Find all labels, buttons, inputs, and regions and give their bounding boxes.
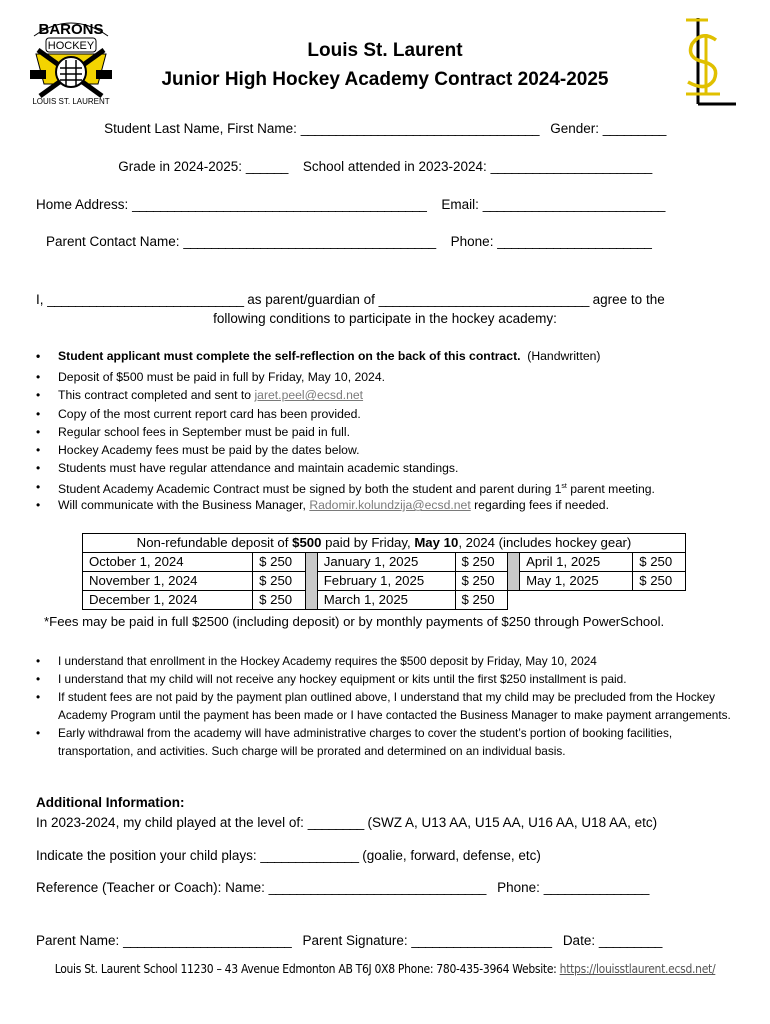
fee-date: April 1, 2025: [520, 553, 633, 572]
parent-contact-field[interactable]: ____________________________________: [183, 234, 436, 249]
logo-barons-text: BARONS: [38, 21, 104, 38]
list-item: [36, 496, 736, 514]
parent-name-label: Parent Name:: [36, 933, 120, 948]
fee-date: May 1, 2025: [520, 572, 633, 591]
additional-info-heading: Additional Information:: [36, 795, 185, 810]
child-name-field[interactable]: ______________________________: [378, 292, 589, 307]
fee-amount: $ 250: [455, 572, 508, 591]
position-label: Indicate the position your child plays:: [36, 848, 257, 863]
list-item: • Deposit of $500 must be paid in full by Friday, May 10, 2024.: [36, 368, 736, 386]
reference-label: Reference (Teacher or Coach): Name:: [36, 880, 265, 895]
fee-amount: $ 250: [455, 591, 508, 610]
agreement-suffix: agree to the: [592, 292, 665, 307]
header-amount: $500: [292, 535, 322, 550]
agreement-prefix: I,: [36, 292, 44, 307]
position-options: (goalie, forward, defense, etc): [362, 848, 541, 863]
list-item: [36, 346, 736, 368]
school-label: School attended in 2023-2024:: [302, 159, 487, 174]
level-label: In 2023-2024, my child played at the level of:: [36, 815, 304, 830]
agreement-middle: as parent/guardian of: [247, 292, 375, 307]
list-item: • If student fees are not paid by the payment plan outlined above, I understand that my child may be precluded from the Hockey Academy Program until the payment has been made or I have contacted the Business Manager to make payment arrangements.: [36, 688, 736, 724]
list-item: • Copy of the most current report card has been provided.: [36, 405, 736, 423]
student-name-label: Student Last Name, First Name:: [104, 121, 297, 136]
fee-amount: $ 250: [633, 572, 686, 591]
list-item: • Hockey Academy fees must be paid by the dates below.: [36, 441, 736, 459]
grade-label: Grade in 2024-2025:: [118, 159, 243, 174]
conditions-list: [36, 346, 736, 514]
list-item: [36, 478, 736, 496]
parent-contact-label: Parent Contact Name:: [46, 234, 180, 249]
agreement-line: [36, 292, 665, 307]
title-line-2: Junior High Hockey Academy Contract 2024-2025: [161, 69, 609, 90]
condition-text: This contract completed and sent to: [58, 388, 252, 403]
header-text: , 2024 (includes hockey gear): [458, 535, 632, 550]
header-date: May 10: [414, 535, 459, 550]
email-label: Email:: [441, 197, 479, 212]
date-label: Date:: [562, 933, 596, 948]
list-item: • Early withdrawal from the academy will have administrative charges to cover the student’s portion of booking facilities, transportation, and activities. Such charge will be prorated and determined on an individual basis.: [36, 724, 736, 760]
fee-amount: $ 250: [253, 553, 306, 572]
fee-date: November 1, 2024: [83, 572, 253, 591]
student-name-field[interactable]: __________________________________: [300, 121, 539, 136]
grade-row: [0, 159, 770, 174]
reference-name-field[interactable]: _______________________________: [268, 880, 486, 895]
date-field[interactable]: _________: [598, 933, 662, 948]
signature-row: [36, 933, 662, 948]
position-row: [36, 848, 541, 863]
fee-amount: $ 250: [253, 591, 306, 610]
list-item: • Students must have regular attendance and maintain academic standings.: [36, 459, 736, 477]
header-text: Non-refundable deposit of: [136, 535, 289, 550]
phone-label: Phone:: [450, 234, 494, 249]
fee-date: January 1, 2025: [317, 553, 455, 572]
logo-school-text: LOUIS ST. LAURENT: [32, 97, 110, 106]
list-item: • Regular school fees in September must be paid in full.: [36, 423, 736, 441]
table-row: [83, 591, 686, 610]
condition-text: Student Academy Academic Contract must be signed by both the student and parent during 1: [58, 481, 562, 496]
student-row: [0, 121, 770, 136]
level-row: [36, 815, 657, 830]
address-row: [36, 197, 665, 212]
business-manager-email-link[interactable]: Radomir.kolundzija@ecsd.net: [309, 498, 471, 513]
parent-contact-row: [46, 234, 651, 249]
condition-text: regarding fees if needed.: [474, 498, 609, 513]
condition-handwritten-note: (Handwritten): [527, 349, 601, 363]
fee-amount: $ 250: [455, 553, 508, 572]
empty-cell: [508, 591, 686, 610]
condition-text: parent meeting.: [570, 481, 655, 496]
fee-date: February 1, 2025: [317, 572, 455, 591]
gender-field[interactable]: _________: [602, 121, 666, 136]
fee-note: *Fees may be paid in full $2500 (including deposit) or by monthly payments of $250 through PowerSchool.: [44, 614, 665, 629]
superscript: st: [561, 482, 567, 490]
guardian-name-field[interactable]: ____________________________: [47, 292, 244, 307]
email-field[interactable]: __________________________: [482, 197, 665, 212]
email-link[interactable]: jaret.peel@ecsd.net: [254, 388, 364, 403]
list-item: • I understand that enrollment in the Hockey Academy requires the $500 deposit by Friday, May 10, 2024: [36, 652, 736, 670]
gender-label: Gender:: [550, 121, 600, 136]
school-field[interactable]: _______________________: [490, 159, 652, 174]
fee-date: December 1, 2024: [83, 591, 253, 610]
table-divider: [305, 553, 317, 610]
fee-table-header: [83, 534, 686, 553]
parent-signature-label: Parent Signature:: [302, 933, 408, 948]
fee-date: October 1, 2024: [83, 553, 253, 572]
lsl-monogram-logo: [676, 14, 740, 110]
level-field[interactable]: ________: [307, 815, 364, 830]
table-divider: [508, 553, 520, 591]
list-item: [36, 386, 736, 404]
condition-bold-text: Student applicant must complete the self-reflection on the back of this contract.: [58, 349, 521, 363]
position-field[interactable]: ______________: [260, 848, 359, 863]
fee-date: March 1, 2025: [317, 591, 455, 610]
agreement-second-line: following conditions to participate in the hockey academy:: [213, 311, 557, 326]
table-row: [83, 553, 686, 572]
condition-text: Will communicate with the Business Manager,: [58, 498, 306, 513]
fee-table: [82, 533, 686, 610]
reference-phone-label: Phone:: [497, 880, 540, 895]
address-field[interactable]: __________________________________________: [132, 197, 427, 212]
footer: [0, 962, 770, 976]
list-item: • I understand that my child will not receive any hockey equipment or kits until the first $250 installment is paid.: [36, 670, 736, 688]
understanding-list: [36, 652, 736, 760]
table-row: [83, 572, 686, 591]
reference-phone-field[interactable]: _______________: [543, 880, 649, 895]
parent-signature-field[interactable]: ____________________: [411, 933, 552, 948]
address-label: Home Address:: [36, 197, 129, 212]
title-line-1: Louis St. Laurent: [307, 40, 463, 61]
table-row: [83, 534, 686, 553]
website-link[interactable]: https://louisstlaurent.ecsd.net/: [559, 962, 716, 976]
fee-amount: $ 250: [633, 553, 686, 572]
footer-address: Louis St. Laurent School 11230 – 43 Avenue Edmonton AB T6J 0X8 Phone: 780-435-3964 Website:: [54, 962, 557, 976]
level-options: (SWZ A, U13 AA, U15 AA, U16 AA, U18 AA, etc): [367, 815, 658, 830]
header-text: paid by Friday,: [325, 535, 411, 550]
logo-hockey-text: HOCKEY: [47, 40, 95, 52]
grade-field[interactable]: ______: [245, 159, 288, 174]
reference-row: [36, 880, 649, 895]
phone-field[interactable]: ______________________: [497, 234, 652, 249]
fee-amount: $ 250: [253, 572, 306, 591]
parent-name-field[interactable]: ________________________: [123, 933, 292, 948]
